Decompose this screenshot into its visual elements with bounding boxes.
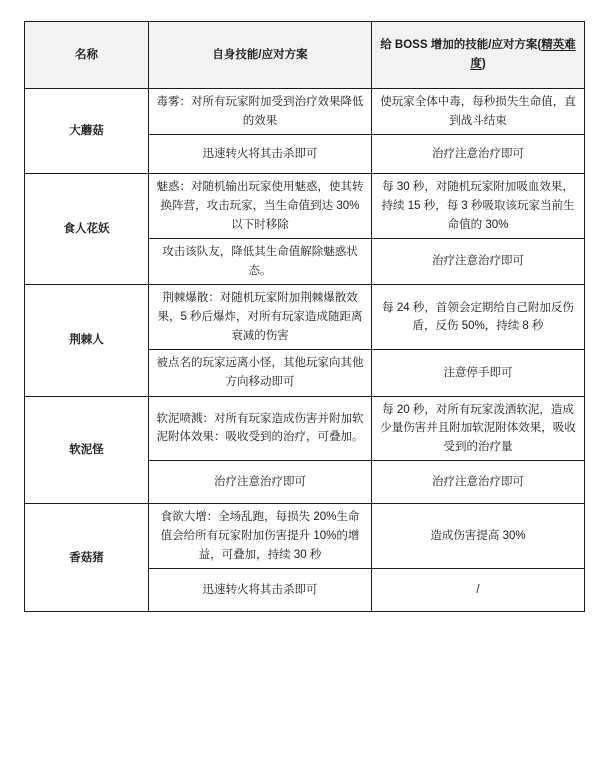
monster-name-cell: 大蘑菇 — [25, 89, 149, 174]
self-skill-cell: 软泥喷溅：对所有玩家造成伤害并附加软泥附体效果：吸收受到的治疗，可叠加。 — [149, 396, 372, 461]
self-counter-cell: 迅速转火将其击杀即可 — [149, 135, 372, 174]
table-row — [25, 89, 585, 135]
boss-skill-cell: 使玩家全体中毒，每秒损失生命值，直到战斗结束 — [372, 89, 585, 135]
column-header-self-skill: 自身技能/应对方案 — [149, 22, 372, 89]
table-row — [25, 504, 585, 569]
boss-skill-prefix-text: 给 BOSS 增加的技能/应对方案( — [380, 39, 542, 52]
monster-name-cell: 荆棘人 — [25, 285, 149, 396]
self-skill-cell: 荆棘爆散：对随机玩家附加荆棘爆散效果，5 秒后爆炸，对所有玩家造成随距离衰减的伤害 — [149, 285, 372, 350]
boss-counter-cell: / — [372, 569, 585, 612]
table-body — [25, 89, 585, 612]
monster-name-cell: 软泥怪 — [25, 396, 149, 504]
monster-name-cell: 食人花妖 — [25, 174, 149, 285]
boss-skill-cell: 每 20 秒，对所有玩家泼洒软泥，造成少量伤害并且附加软泥附体效果，吸收受到的治疗量 — [372, 396, 585, 461]
boss-skill-cell: 造成伤害提高 30% — [372, 504, 585, 569]
boss-mechanics-table — [24, 21, 585, 612]
self-counter-cell: 被点名的玩家远离小怪，其他玩家向其他方向移动即可 — [149, 350, 372, 396]
boss-skill-cell: 每 24 秒，首领会定期给自己附加反伤盾，反伤 50%，持续 8 秒 — [372, 285, 585, 350]
column-header-name: 名称 — [25, 22, 149, 89]
boss-counter-cell: 治疗注意治疗即可 — [372, 239, 585, 285]
boss-skill-difficulty-text: 精英难度 — [470, 39, 576, 70]
boss-counter-cell: 治疗注意治疗即可 — [372, 135, 585, 174]
self-skill-cell: 食欲大增：全场乱跑，每损失 20%生命值会给所有玩家附加伤害提升 10%的增益，可叠加，持续 30 秒 — [149, 504, 372, 569]
boss-counter-cell: 注意停手即可 — [372, 350, 585, 396]
table-row — [25, 174, 585, 239]
self-skill-cell: 魅惑：对随机输出玩家使用魅惑，使其转换阵营，攻击玩家，当生命值到达 30% 以下时移除 — [149, 174, 372, 239]
self-counter-cell: 治疗注意治疗即可 — [149, 461, 372, 504]
table-row — [25, 396, 585, 461]
self-counter-cell: 迅速转火将其击杀即可 — [149, 569, 372, 612]
self-counter-cell: 攻击该队友，降低其生命值解除魅惑状态。 — [149, 239, 372, 285]
column-header-boss-skill — [372, 22, 585, 89]
table-header-row — [25, 22, 585, 89]
self-skill-cell: 毒雾：对所有玩家附加受到治疗效果降低的效果 — [149, 89, 372, 135]
boss-skill-suffix-text: ) — [481, 58, 486, 70]
monster-name-cell: 香菇猪 — [25, 504, 149, 612]
table-row — [25, 285, 585, 350]
table-header — [25, 22, 585, 89]
boss-skill-cell: 每 30 秒，对随机玩家附加吸血效果，持续 15 秒，每 3 秒吸取该玩家当前生命值的 30% — [372, 174, 585, 239]
boss-counter-cell: 治疗注意治疗即可 — [372, 461, 585, 504]
